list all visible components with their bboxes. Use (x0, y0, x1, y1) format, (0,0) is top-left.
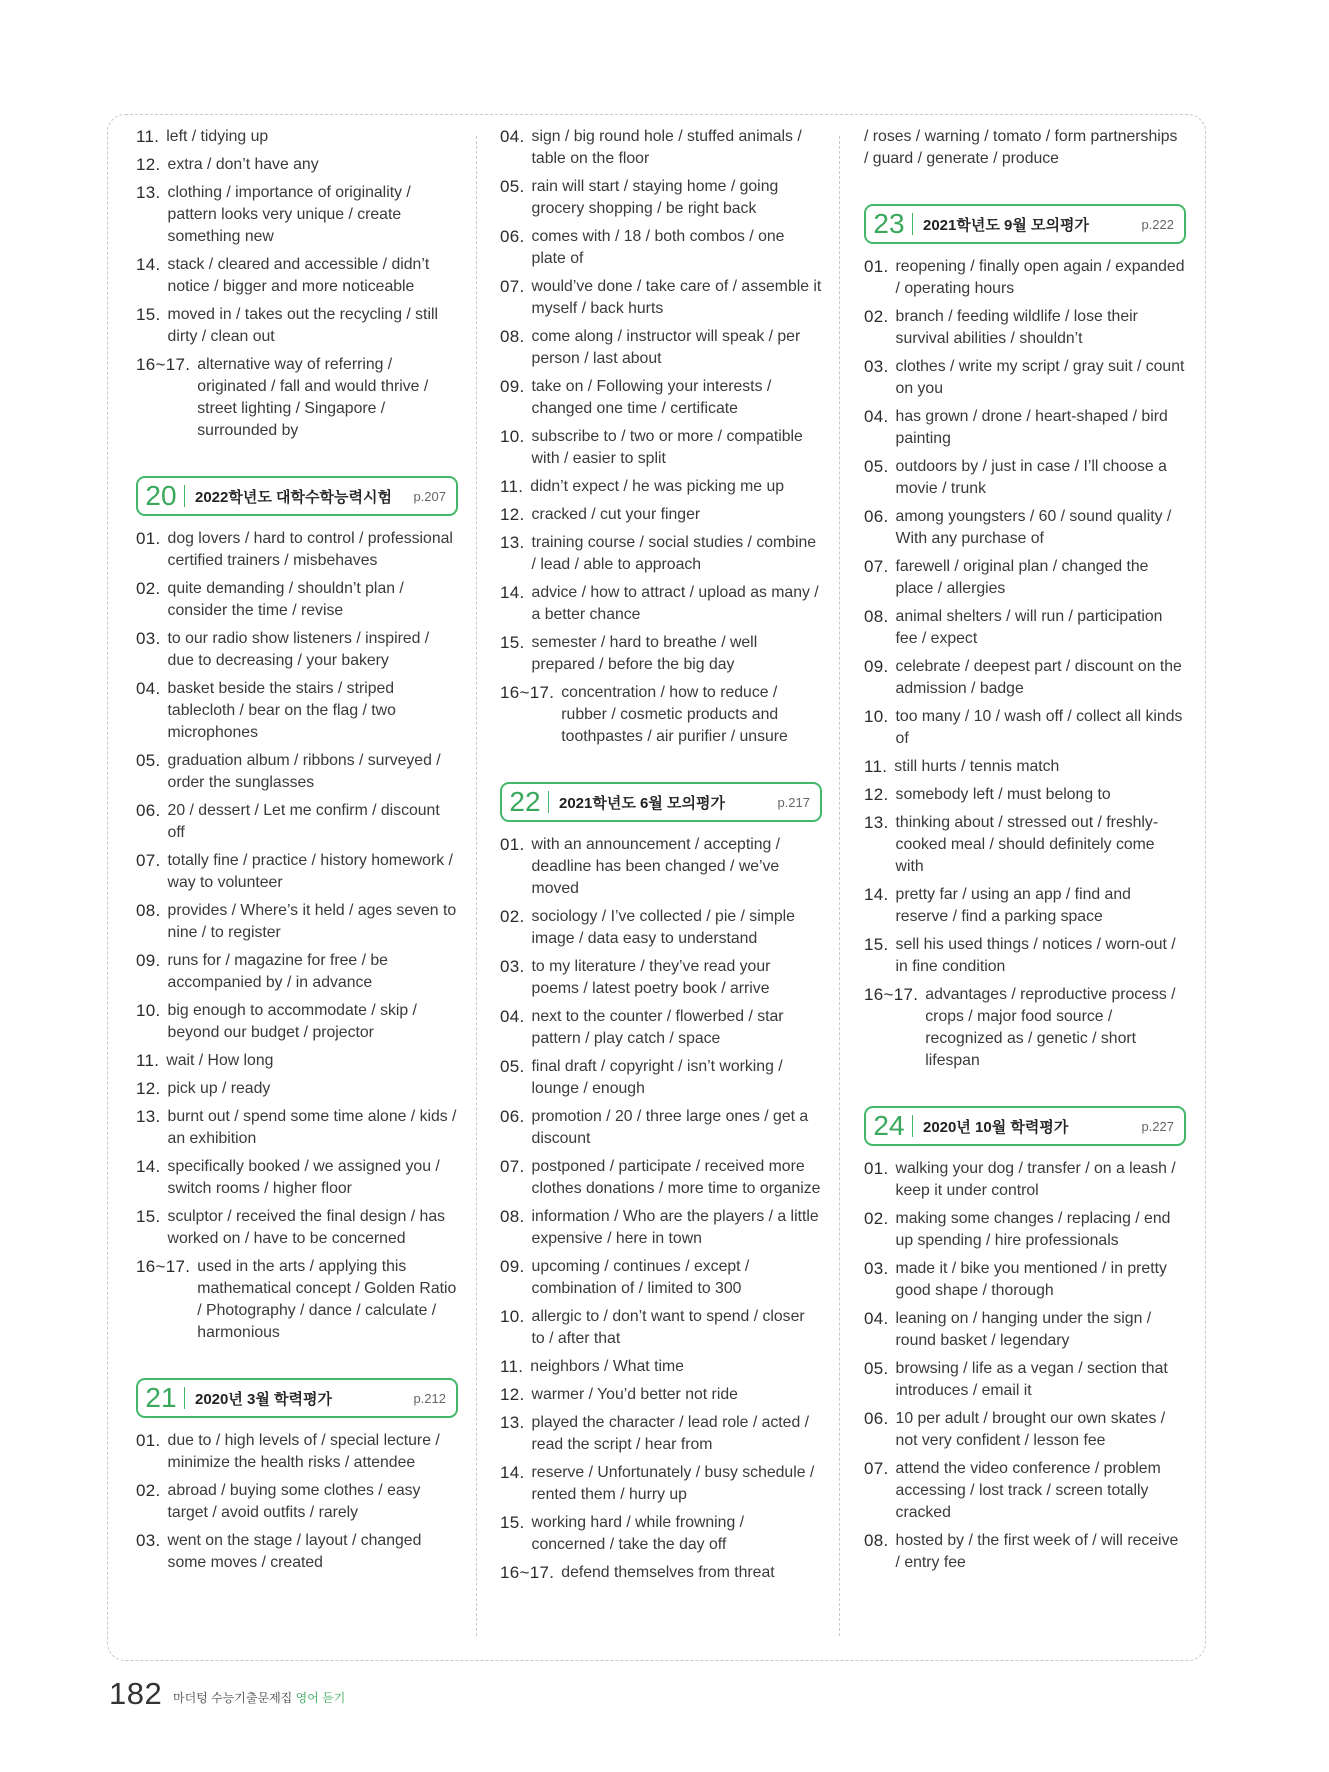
item-text: sculptor / received the final design / has worked on / have to be concerned (167, 1208, 446, 1247)
list-item (500, 1412, 822, 1456)
item-number: 12. (500, 1385, 525, 1404)
list-item (136, 1480, 458, 1524)
item-number: 07. (864, 557, 889, 576)
list-item (864, 406, 1186, 450)
list-item (864, 884, 1186, 928)
list-item (136, 1430, 458, 1474)
list-item (500, 376, 822, 420)
item-number: 03. (864, 1259, 889, 1278)
list-item (864, 1208, 1186, 1252)
list-item (500, 632, 822, 676)
list-item (136, 950, 458, 994)
list-item (136, 678, 458, 744)
item-number: 02. (500, 907, 525, 926)
item-number: 14. (136, 1157, 161, 1176)
list-item (136, 154, 458, 176)
section-title: 2022학년도 대학수학능력시험 (195, 488, 392, 506)
list-item (864, 706, 1186, 750)
item-number: 06. (500, 227, 525, 246)
item-text: semester / hard to breathe / well prepared / before the big day (531, 634, 758, 673)
item-text: neighbors / What time (530, 1358, 684, 1375)
list-item (864, 984, 1186, 1072)
section-number: 20 (145, 480, 177, 511)
item-number: 01. (864, 257, 889, 276)
item-text: advantages / reproductive process / crops / major food source / recognized as / genetic / short lifespan (925, 986, 1176, 1069)
section-header-20 (136, 476, 458, 516)
item-number: 14. (500, 583, 525, 602)
list-section-24 (864, 1158, 1186, 1574)
item-number: 15. (500, 633, 525, 652)
item-text: used in the arts / applying this mathematical concept / Golden Ratio / Photography / dance / calculate / harmonious (197, 1258, 457, 1341)
item-text: farewell / original plan / changed the place / allergies (895, 558, 1149, 597)
item-number: 05. (136, 751, 161, 770)
list-item (864, 784, 1186, 806)
item-text: walking your dog / transfer / on a leash / keep it under control (895, 1160, 1176, 1199)
list-item (136, 800, 458, 844)
list-item (864, 656, 1186, 700)
item-number: 01. (864, 1159, 889, 1178)
item-text: attend the video conference / problem accessing / lost track / screen totally cracked (895, 1460, 1161, 1521)
item-number: 14. (864, 885, 889, 904)
list-section-19-end (136, 126, 458, 442)
item-number: 01. (136, 1431, 161, 1450)
list-item (500, 504, 822, 526)
section-title: 2020년 10월 학력평가 (923, 1118, 1069, 1136)
list-item (136, 1106, 458, 1150)
column-3 (864, 126, 1186, 1580)
item-number: 02. (864, 307, 889, 326)
item-text: hosted by / the first week of / will receive / entry fee (895, 1532, 1179, 1571)
list-item (864, 556, 1186, 600)
item-text: didn’t expect / he was picking me up (530, 478, 785, 495)
item-text: information / Who are the players / a little expensive / here in town (531, 1208, 819, 1247)
header-divider (184, 1387, 185, 1409)
item-text: outdoors by / just in case / I’ll choose a movie / trunk (895, 458, 1167, 497)
item-text: runs for / magazine for free / be accompanied by / in advance (167, 952, 388, 991)
item-text: moved in / takes out the recycling / still dirty / clean out (167, 306, 438, 345)
list-item (500, 1106, 822, 1150)
item-text: clothing / importance of originality / pattern looks very unique / create something new (167, 184, 411, 245)
list-item (136, 1050, 458, 1072)
item-number: 11. (136, 1051, 160, 1070)
item-text: wait / How long (166, 1052, 274, 1069)
item-number: 04. (500, 127, 525, 146)
item-text: working hard / while frowning / concerned / take the day off (531, 1514, 745, 1553)
list-item-continuation (864, 126, 1186, 170)
list-item (500, 1462, 822, 1506)
list-item (136, 1530, 458, 1574)
list-item (136, 254, 458, 298)
item-number: 09. (500, 377, 525, 396)
section-title: 2020년 3월 학력평가 (195, 1390, 332, 1408)
item-number: 13. (500, 533, 525, 552)
list-item (500, 1206, 822, 1250)
list-item (136, 1156, 458, 1200)
item-text: take on / Following your interests / changed one time / certificate (531, 378, 772, 417)
item-text: 10 per adult / brought our own skates / not very confident / lesson fee (895, 1410, 1166, 1449)
item-text: defend themselves from threat (561, 1564, 775, 1581)
item-text: final draft / copyright / isn’t working / lounge / enough (531, 1058, 783, 1097)
item-number: 16~17. (136, 355, 191, 374)
item-number: 03. (864, 357, 889, 376)
item-text: browsing / life as a vegan / section that introduces / email it (895, 1360, 1168, 1399)
section-title: 2021학년도 6월 모의평가 (559, 794, 725, 812)
item-number: 02. (864, 1209, 889, 1228)
item-number: 09. (864, 657, 889, 676)
list-item (136, 126, 458, 148)
item-number: 03. (500, 957, 525, 976)
item-text: to our radio show listeners / inspired / due to decreasing / your bakery (167, 630, 430, 669)
item-text: / roses / warning / tomato / form partnerships / guard / generate / produce (864, 128, 1178, 167)
item-text: pretty far / using an app / find and reserve / find a parking space (895, 886, 1131, 925)
item-text: played the character / lead role / acted / read the script / hear from (531, 1414, 810, 1453)
item-text: comes with / 18 / both combos / one plate of (531, 228, 785, 267)
item-number: 08. (864, 1531, 889, 1550)
item-number: 11. (500, 1357, 524, 1376)
list-item (864, 356, 1186, 400)
list-item (136, 578, 458, 622)
list-item (136, 304, 458, 348)
subject-label: 영어 듣기 (295, 1691, 346, 1705)
list-item (136, 850, 458, 894)
header-divider (184, 485, 185, 507)
item-number: 09. (500, 1257, 525, 1276)
item-number: 02. (136, 579, 161, 598)
list-item (136, 1206, 458, 1250)
item-number: 05. (864, 1359, 889, 1378)
column-divider (476, 136, 477, 1636)
item-number: 12. (500, 505, 525, 524)
item-number: 06. (864, 507, 889, 526)
item-text: due to / high levels of / special lecture / minimize the health risks / attendee (167, 1432, 440, 1471)
section-header-23 (864, 204, 1186, 244)
column-divider (839, 136, 840, 1636)
item-text: made it / bike you mentioned / in pretty good shape / thorough (895, 1260, 1167, 1299)
item-text: celebrate / deepest part / discount on the admission / badge (895, 658, 1182, 697)
list-item (136, 182, 458, 248)
item-text: postponed / participate / received more clothes donations / more time to organize (531, 1158, 821, 1197)
list-item (864, 506, 1186, 550)
item-text: next to the counter / flowerbed / star pattern / play catch / space (531, 1008, 784, 1047)
item-number: 07. (864, 1459, 889, 1478)
item-number: 02. (136, 1481, 161, 1500)
book-title: 마더텅 수능기출문제집 (173, 1691, 293, 1705)
section-page-ref: p.212 (413, 1390, 446, 1406)
list-section-21 (136, 1430, 458, 1574)
item-text: big enough to accommodate / skip / beyond our budget / projector (167, 1002, 417, 1041)
item-text: branch / feeding wildlife / lose their survival abilities / shouldn’t (895, 308, 1138, 347)
list-item (500, 532, 822, 576)
list-item (864, 812, 1186, 878)
item-number: 10. (136, 1001, 161, 1020)
item-text: quite demanding / shouldn’t plan / consider the time / revise (167, 580, 404, 619)
list-section-22 (500, 834, 822, 1584)
header-divider (548, 791, 549, 813)
item-text: animal shelters / will run / participation fee / expect (895, 608, 1163, 647)
list-item (500, 426, 822, 470)
list-item (500, 1562, 822, 1584)
item-number: 11. (864, 757, 888, 776)
item-number: 15. (864, 935, 889, 954)
list-item (864, 256, 1186, 300)
section-page-ref: p.222 (1141, 216, 1174, 232)
item-text: advice / how to attract / upload as many / a better chance (531, 584, 819, 623)
item-number: 14. (136, 255, 161, 274)
section-title: 2021학년도 9월 모의평가 (923, 216, 1089, 234)
list-item (136, 628, 458, 672)
item-text: making some changes / replacing / end up spending / hire professionals (895, 1210, 1171, 1249)
item-number: 07. (136, 851, 161, 870)
section-number: 21 (145, 1382, 177, 1413)
item-number: 08. (500, 327, 525, 346)
list-item (136, 1000, 458, 1044)
item-number: 09. (136, 951, 161, 970)
list-item (864, 934, 1186, 978)
list-item (500, 1156, 822, 1200)
section-header-24 (864, 1106, 1186, 1146)
item-number: 04. (864, 1309, 889, 1328)
footer-title (173, 1689, 345, 1706)
item-text: with an announcement / accepting / deadline has been changed / we’ve moved (531, 836, 781, 897)
item-number: 03. (136, 629, 161, 648)
item-text: promotion / 20 / three large ones / get a discount (531, 1108, 809, 1147)
item-text: thinking about / stressed out / freshly-cooked meal / should definitely come with (895, 814, 1159, 875)
list-item (864, 1158, 1186, 1202)
list-item (500, 476, 822, 498)
item-number: 05. (500, 177, 525, 196)
list-item (500, 582, 822, 626)
list-item (136, 354, 458, 442)
item-text: upcoming / continues / except / combination of / limited to 300 (531, 1258, 750, 1297)
item-text: abroad / buying some clothes / easy target / avoid outfits / rarely (167, 1482, 421, 1521)
list-item (864, 1530, 1186, 1574)
item-number: 12. (136, 1079, 161, 1098)
item-text: allergic to / don’t want to spend / closer to / after that (531, 1308, 805, 1347)
section-number: 22 (509, 786, 541, 817)
list-item (136, 750, 458, 794)
item-text: sell his used things / notices / worn-out / in fine condition (895, 936, 1176, 975)
item-text: sign / big round hole / stuffed animals / table on the floor (531, 128, 802, 167)
item-text: leaning on / hanging under the sign / round basket / legendary (895, 1310, 1152, 1349)
column-2 (500, 126, 822, 1590)
list-item (136, 900, 458, 944)
item-text: would’ve done / take care of / assemble it myself / back hurts (531, 278, 822, 317)
item-number: 10. (500, 427, 525, 446)
item-text: alternative way of referring / originated / fall and would thrive / street lighting / Singapore / surrounded by (197, 356, 429, 439)
item-number: 16~17. (500, 683, 555, 702)
list-item (500, 682, 822, 748)
item-number: 11. (136, 127, 160, 146)
item-text: 20 / dessert / Let me confirm / discount off (167, 802, 440, 841)
item-number: 05. (864, 457, 889, 476)
item-text: come along / instructor will speak / per person / last about (531, 328, 801, 367)
list-item (500, 326, 822, 370)
item-number: 04. (136, 679, 161, 698)
page-number: 182 (109, 1676, 163, 1711)
item-number: 01. (500, 835, 525, 854)
item-text: specifically booked / we assigned you / switch rooms / higher floor (167, 1158, 440, 1197)
item-text: too many / 10 / wash off / collect all kinds of (895, 708, 1183, 747)
list-item (136, 528, 458, 572)
list-item (864, 1358, 1186, 1402)
item-number: 15. (136, 305, 161, 324)
item-number: 13. (136, 183, 161, 202)
item-number: 14. (500, 1463, 525, 1482)
item-text: to my literature / they’ve read your poems / latest poetry book / arrive (531, 958, 771, 997)
section-number: 23 (873, 208, 905, 239)
list-item (500, 126, 822, 170)
list-item (500, 1056, 822, 1100)
section-header-21 (136, 1378, 458, 1418)
item-number: 11. (500, 477, 524, 496)
list-item (500, 176, 822, 220)
item-text: burnt out / spend some time alone / kids / an exhibition (167, 1108, 457, 1147)
item-number: 08. (500, 1207, 525, 1226)
list-item (864, 1408, 1186, 1452)
item-text: has grown / drone / heart-shaped / bird painting (895, 408, 1168, 447)
item-number: 10. (864, 707, 889, 726)
item-number: 16~17. (500, 1563, 555, 1582)
item-text: provides / Where’s it held / ages seven to nine / to register (167, 902, 457, 941)
item-number: 12. (136, 155, 161, 174)
item-number: 13. (864, 813, 889, 832)
item-number: 05. (500, 1057, 525, 1076)
item-text: reserve / Unfortunately / busy schedule / rented them / hurry up (531, 1464, 815, 1503)
item-number: 10. (500, 1307, 525, 1326)
list-item (500, 1306, 822, 1350)
item-number: 13. (500, 1413, 525, 1432)
list-item (500, 1256, 822, 1300)
list-item (864, 1308, 1186, 1352)
header-divider (912, 213, 913, 235)
list-section-20 (136, 528, 458, 1344)
item-text: somebody left / must belong to (895, 786, 1111, 803)
list-item (500, 1384, 822, 1406)
list-item (864, 606, 1186, 650)
item-text: left / tidying up (166, 128, 269, 145)
item-number: 04. (864, 407, 889, 426)
list-item (500, 906, 822, 950)
item-text: sociology / I’ve collected / pie / simple image / data easy to understand (531, 908, 795, 947)
item-text: reopening / finally open again / expanded / operating hours (895, 258, 1185, 297)
item-text: pick up / ready (167, 1080, 271, 1097)
item-text: went on the stage / layout / changed some moves / created (167, 1532, 422, 1571)
item-number: 16~17. (136, 1257, 191, 1276)
item-number: 15. (500, 1513, 525, 1532)
item-text: warmer / You’d better not ride (531, 1386, 738, 1403)
section-page-ref: p.227 (1141, 1118, 1174, 1134)
list-item (864, 1458, 1186, 1524)
item-text: stack / cleared and accessible / didn’t notice / bigger and more noticeable (167, 256, 430, 295)
item-number: 01. (136, 529, 161, 548)
list-item (136, 1078, 458, 1100)
item-number: 06. (136, 801, 161, 820)
item-number: 16~17. (864, 985, 919, 1004)
list-item (500, 1512, 822, 1556)
list-item (136, 1256, 458, 1344)
item-number: 03. (136, 1531, 161, 1550)
item-number: 08. (864, 607, 889, 626)
list-item (500, 1006, 822, 1050)
section-page-ref: p.207 (413, 488, 446, 504)
item-text: dog lovers / hard to control / professional certified trainers / misbehaves (167, 530, 453, 569)
item-text: cracked / cut your finger (531, 506, 701, 523)
item-text: basket beside the stairs / striped tablecloth / bear on the flag / two microphones (167, 680, 396, 741)
list-item (500, 226, 822, 270)
item-text: clothes / write my script / gray suit / count on you (895, 358, 1185, 397)
section-header-22 (500, 782, 822, 822)
item-number: 06. (500, 1107, 525, 1126)
list-item (864, 456, 1186, 500)
list-item (500, 276, 822, 320)
item-text: rain will start / staying home / going grocery shopping / be right back (531, 178, 779, 217)
list-item (500, 834, 822, 900)
item-text: subscribe to / two or more / compatible with / easier to split (531, 428, 803, 467)
list-item (500, 1356, 822, 1378)
item-text: training course / social studies / combine / lead / able to approach (531, 534, 817, 573)
item-number: 15. (136, 1207, 161, 1226)
section-number: 24 (873, 1110, 905, 1141)
item-number: 13. (136, 1107, 161, 1126)
section-page-ref: p.217 (777, 794, 810, 810)
item-text: graduation album / ribbons / surveyed / order the sunglasses (167, 752, 441, 791)
item-text: still hurts / tennis match (894, 758, 1060, 775)
list-item (864, 1258, 1186, 1302)
list-item (864, 306, 1186, 350)
item-number: 08. (136, 901, 161, 920)
item-number: 06. (864, 1409, 889, 1428)
list-section-21-cont (500, 126, 822, 748)
item-text: extra / don’t have any (167, 156, 319, 173)
column-1 (136, 126, 458, 1580)
item-text: concentration / how to reduce / rubber / cosmetic products and toothpastes / air purifier / unsure (561, 684, 788, 745)
item-number: 07. (500, 1157, 525, 1176)
item-text: among youngsters / 60 / sound quality / With any purchase of (895, 508, 1172, 547)
list-item (864, 756, 1186, 778)
header-divider (912, 1115, 913, 1137)
item-text: totally fine / practice / history homework / way to volunteer (167, 852, 453, 891)
item-number: 04. (500, 1007, 525, 1026)
list-section-23 (864, 256, 1186, 1072)
item-number: 07. (500, 277, 525, 296)
item-number: 12. (864, 785, 889, 804)
list-item (500, 956, 822, 1000)
